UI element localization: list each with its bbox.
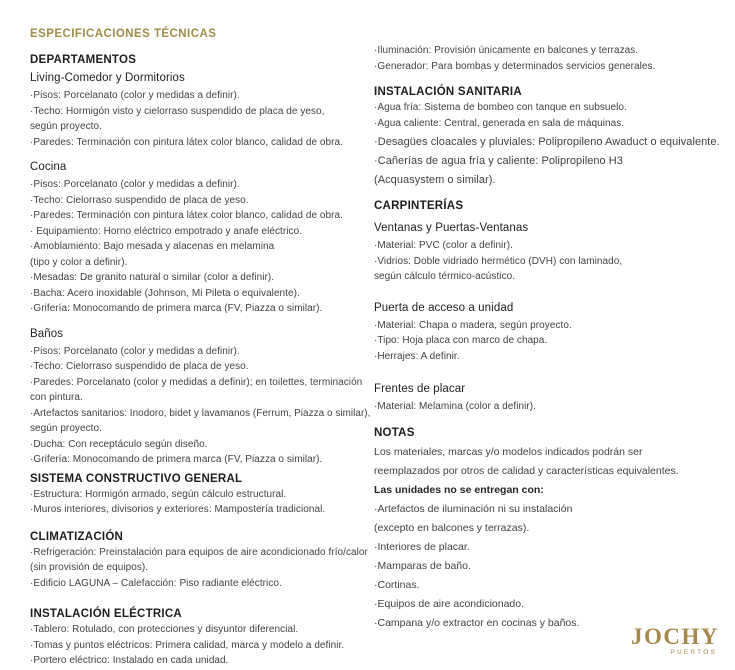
spec-line: ·Refrigeración: Preinstalación para equipos de aire acondicionado frío/calor (30, 546, 368, 558)
spec-line: (sin provisión de equipos). (30, 562, 149, 573)
section-heading-carpinterias: CARPINTERÍAS (374, 200, 464, 212)
group-title-frentes-placar: Frentes de placar (374, 383, 466, 395)
company-logo (631, 626, 719, 657)
spec-line: ·Material: Melamina (color a definir). (374, 401, 536, 412)
spec-line: ·Tomas y puntos eléctricos: Primera calidad, marca y modelo a definir. (30, 639, 345, 651)
section-heading-departamentos: DEPARTAMENTOS (30, 54, 137, 66)
spec-line: ·Pisos: Porcelanato (color y medidas a definir). (30, 90, 240, 101)
spec-line: ·Paredes: Porcelanato (color y medidas a definir); en toilettes, terminación (30, 376, 363, 388)
spec-line: con pintura. (30, 392, 83, 403)
spec-line: ·Mesadas: De granito natural o similar (color a definir). (30, 272, 275, 283)
spec-line: ·Paredes: Terminación con pintura látex color blanco, calidad de obra. (30, 210, 343, 221)
spec-line: reemplazados por otros de calidad y características equivalentes. (374, 464, 679, 477)
spec-line: ·Techo: Hormigón visto y cielorraso suspendido de placa de yeso, (30, 105, 325, 117)
spec-line: ·Material: PVC (color a definir). (374, 240, 513, 251)
spec-line: · Equipamiento: Horno eléctrico empotrado y anafe eléctrico. (30, 225, 303, 237)
spec-line: ·Techo: Cielorraso suspendido de placa de yeso. (30, 194, 249, 206)
spec-line: ·Tipo: Hoja placa con marco de chapa. (374, 335, 548, 346)
spec-line: ·Mamparas de baño. (374, 559, 471, 572)
section-instalacion-electrica (30, 607, 370, 669)
spec-line: ·Cortinas. (374, 578, 420, 591)
section-climatizacion (30, 530, 370, 592)
spec-line: ·Iluminación: Provisión únicamente en balcones y terrazas. (374, 45, 639, 56)
spec-line: ·Edificio LAGUNA – Calefacción: Piso radiante eléctrico. (30, 577, 282, 589)
section-carpinterias (374, 199, 724, 415)
spec-line: ·Desagües cloacales y pluviales: Polipropileno Awaduct o equivalente. (374, 136, 720, 148)
section-departamentos (30, 53, 370, 468)
spec-line: ·Generador: Para bombas y determinados servicios generales. (374, 60, 656, 72)
spec-line: (tipo y color a definir). (30, 256, 128, 268)
spec-line: (excepto en balcones y terrazas). (374, 521, 530, 534)
section-heading-climatizacion: CLIMATIZACIÓN (30, 530, 124, 543)
spec-line: ·Estructura: Hormigón armado, según cálculo estructural. (30, 488, 287, 500)
sanitaria-large-lines (374, 133, 724, 190)
section-sistema-constructivo (30, 472, 370, 518)
jochy-tagline: PUERTOS (670, 649, 717, 656)
section-heading-instalacion-electrica: INSTALACIÓN ELÉCTRICA (30, 608, 182, 620)
spec-line: ·Campana y/o extractor en cocinas y baños. (374, 616, 580, 629)
section-heading-instalacion-sanitaria: INSTALACIÓN SANITARIA (374, 86, 522, 98)
spec-line: (Acquasystem o similar). (374, 174, 496, 186)
spec-line: Los materiales, marcas y/o modelos indicados podrán ser (374, 445, 643, 458)
page-title: ESPECIFICACIONES TÉCNICAS (30, 28, 217, 40)
spec-line: ·Grifería: Monocomando de primera marca (FV, Piazza o similar). (30, 303, 323, 314)
spec-line: ·Equipos de aire acondicionado. (374, 597, 525, 610)
group-title-puerta-acceso: Puerta de acceso a unidad (374, 301, 514, 314)
left-column (30, 27, 370, 669)
notas-subheading: Las unidades no se entregan con: (374, 483, 544, 496)
spec-line: ·Pisos: Porcelanato (color y medidas a definir). (30, 179, 240, 190)
group-title-living-comedor: Living-Comedor y Dormitorios (30, 72, 185, 84)
spec-line: ·Cañerías de agua fría y caliente: Polipropileno H3 (374, 155, 623, 167)
spec-line: ·Muros interiores, divisorios y exteriores: Mampostería tradicional. (30, 504, 326, 515)
group-title-ventanas: Ventanas y Puertas-Ventanas (374, 222, 529, 234)
spec-line: ·Herrajes: A definir. (374, 350, 460, 362)
spec-line: ·Portero eléctrico: Instalado en cada unidad. (30, 655, 229, 666)
spec-line: ·Material: Chapa o madera, según proyecto. (374, 319, 572, 331)
section-instalacion-sanitaria (374, 85, 724, 190)
spec-line: ·Agua caliente: Central, generada en sala de máquinas. (374, 117, 625, 129)
spec-line: ·Techo: Cielorraso suspendido de placa de yeso. (30, 361, 249, 372)
spec-line: ·Tablero: Rotulado, con protecciones y disyuntor diferencial. (30, 624, 299, 635)
electrica-continuation (374, 27, 724, 74)
group-title-cocina: Cocina (30, 161, 67, 173)
spec-line: según proyecto. (30, 121, 102, 132)
spec-line: ·Ducha: Con receptáculo según diseño. (30, 438, 208, 450)
jochy-wordmark: JOCHY (631, 624, 719, 649)
spec-line: ·Artefactos sanitarios: Inodoro, bidet y lavamanos (Ferrum, Piazza o similar), (30, 407, 371, 419)
section-notas (374, 426, 724, 633)
section-heading-notas: NOTAS (374, 426, 415, 439)
group-title-banos: Baños (30, 327, 64, 340)
section-heading-sistema-constructivo: SISTEMA CONSTRUCTIVO GENERAL (30, 472, 243, 485)
spec-line: ·Artefactos de iluminación ni su instalación (374, 502, 573, 515)
spec-line: ·Bacha: Acero inoxidable (Johnson, Mi Pileta o equivalente). (30, 287, 300, 299)
spec-line: según proyecto. (30, 423, 102, 434)
spec-line: ·Vidrios: Doble vidriado hermético (DVH) con laminado, (374, 255, 623, 267)
spec-line: ·Pisos: Porcelanato (color y medidas a definir). (30, 345, 240, 357)
notas-body (374, 443, 724, 633)
spec-line: ·Grifería: Monocomando de primera marca (FV, Piazza o similar). (30, 454, 323, 465)
spec-line: ·Paredes: Terminación con pintura látex color blanco, calidad de obra. (30, 136, 343, 148)
right-column (374, 27, 724, 669)
spec-line: ·Amoblamiento: Bajo mesada y alacenas en melamina (30, 241, 275, 252)
spec-line: ·Agua fría: Sistema de bombeo con tanque en subsuelo. (374, 102, 627, 113)
spec-line: según cálculo térmico-acústico. (374, 271, 516, 282)
spec-line: ·Interiores de placar. (374, 540, 470, 553)
